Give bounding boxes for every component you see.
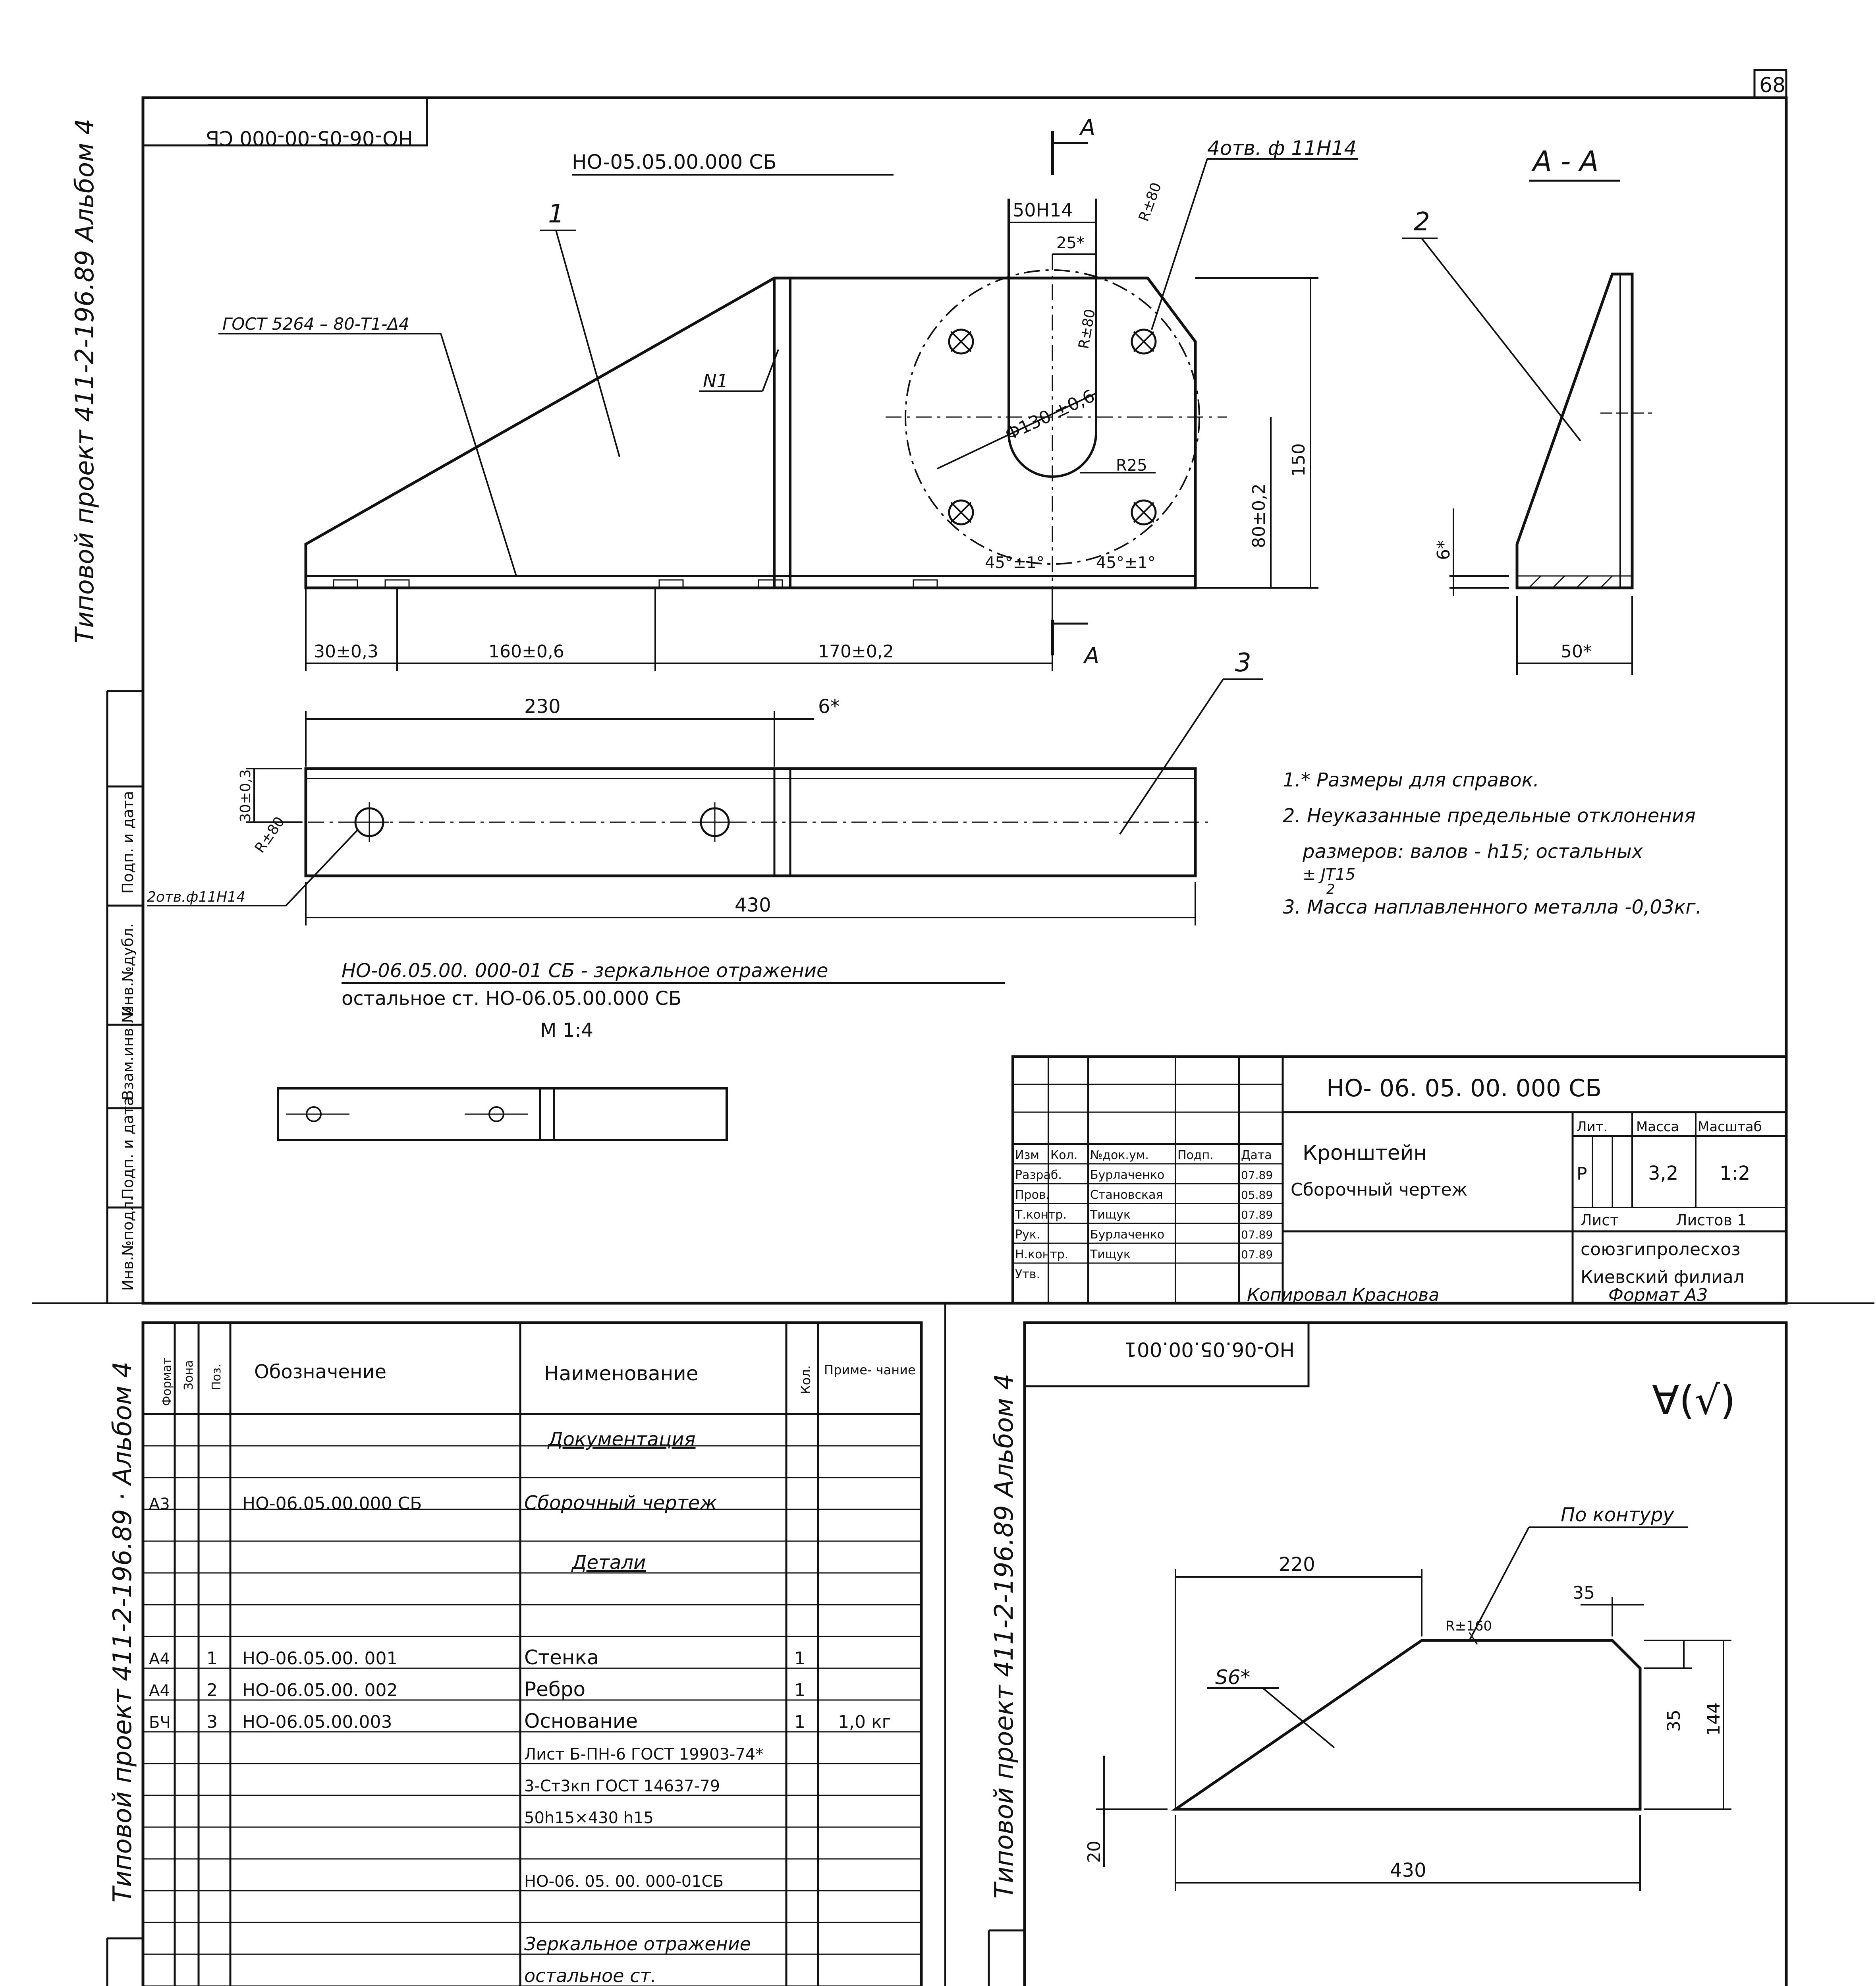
dim-80: 80±0,2 (1249, 483, 1269, 548)
tb-scale: 1:2 (1720, 1162, 1751, 1184)
row-qty: 1 (794, 1712, 805, 1732)
dim-220: 220 (1279, 1553, 1315, 1576)
tb-date: 07.89 (1241, 1248, 1273, 1261)
tb-date: 07.89 (1241, 1228, 1273, 1241)
strip-label: Инв.№подл. (119, 1196, 137, 1291)
project-stamp: Типовой проект 411-2-196.89 Альбом 4 (70, 118, 100, 643)
note-2c: ± JT15 (1303, 865, 1356, 884)
dim-r80: R±80 (1075, 307, 1099, 350)
position-1: 1 (548, 199, 564, 229)
row-format: А3 (149, 1495, 170, 1513)
thickness: S6* (1215, 1666, 1251, 1689)
scale-note: М 1:4 (540, 1019, 593, 1041)
row-name: НО-06. 05. 00. 000-01СБ (524, 1872, 724, 1891)
dim-50h14: 50Н14 (1013, 199, 1073, 221)
dim-30: 30±0,3 (314, 641, 378, 662)
tb-person: Становская (1090, 1188, 1163, 1202)
tb-mass-head: Масса (1636, 1119, 1679, 1135)
tb-role: Т.контр. (1015, 1208, 1067, 1222)
dim-430: 430 (735, 894, 771, 916)
tb-head: №док.ум. (1090, 1148, 1149, 1162)
position-2: 2 (1414, 207, 1430, 237)
row-name: 50h15×430 h15 (524, 1809, 654, 1827)
row-name: Стенка (524, 1646, 599, 1669)
corner-code: HO-06-05-00-000 СБ (206, 126, 413, 149)
tb-lit-head: Лит. (1577, 1119, 1608, 1135)
tb-name: Кронштейн (1303, 1141, 1427, 1165)
row-pos: 2 (207, 1680, 218, 1700)
dim-6: 6* (1434, 540, 1454, 560)
strip-label: Подп. и дата (119, 1097, 137, 1200)
row-format: БЧ (149, 1714, 171, 1732)
tb-date: 07.89 (1241, 1208, 1273, 1221)
row-qty: 1 (794, 1648, 805, 1669)
tb-person: Тищук (1090, 1248, 1131, 1262)
col-header: Кол. (798, 1365, 813, 1394)
col-header: Поз. (210, 1364, 224, 1390)
project-stamp: Типовой проект 411-2-196.89 Альбом 4 (990, 1374, 1019, 1899)
row-code: НО-06.05.00. 001 (242, 1648, 398, 1669)
tb-doc-code: НО- 06. 05. 00. 000 СБ (1326, 1074, 1602, 1102)
tb-lit: Р (1577, 1164, 1587, 1184)
tb-head: Подп. (1177, 1148, 1214, 1162)
dim-r160: R±160 (1446, 1618, 1492, 1634)
strip-label: Взам.инв.№ (119, 1007, 137, 1100)
col-header: Обозначение (254, 1361, 387, 1383)
tb-sheet: Лист (1581, 1211, 1619, 1229)
tb-role: Пров. (1015, 1188, 1050, 1202)
tb-head: Кол. (1050, 1148, 1078, 1162)
section-mark: А (1084, 643, 1100, 669)
tb-person: Бурлаченко (1090, 1168, 1165, 1182)
row-name: Ребро (524, 1678, 586, 1701)
holes-note: 4отв. ф 11Н14 (1207, 137, 1357, 160)
tb-name-2: Сборочный чертеж (1291, 1180, 1468, 1200)
project-stamp: Типовой проект 411-2-196.89 · Альбом 4 (108, 1361, 137, 1903)
tb-role: Рук. (1015, 1228, 1040, 1242)
strip-label: Подп. и дата (119, 791, 137, 894)
tb-org-2: Киевский филиал (1581, 1267, 1745, 1287)
tb-scale-head: Масштаб (1698, 1119, 1762, 1135)
dim-35b: 35 (1664, 1710, 1684, 1732)
page-number: 68 (1759, 73, 1786, 97)
tb-role: Разраб. (1015, 1168, 1062, 1182)
dim-phi130: Ф130 ±0,6 (1002, 386, 1098, 445)
note-2b: размеров: валов - h15; остальных (1303, 840, 1643, 863)
dim-r25: R25 (1116, 456, 1147, 475)
dim-35a: 35 (1573, 1583, 1595, 1603)
two-holes: 2отв.ф11Н14 (147, 889, 246, 905)
row-name: остальное ст. (524, 1965, 656, 1986)
n1-label: N1 (703, 370, 728, 392)
row-code: НО-06.05.00.003 (242, 1712, 392, 1732)
mirror-note-2: остальное ст. НО-06.05.00.000 СБ (342, 987, 682, 1010)
drawing-code: HO-05.05.00.000 СБ (572, 151, 777, 174)
row-name: Зеркальное отражение (524, 1933, 751, 1955)
dim-20: 20 (1084, 1841, 1104, 1863)
note-3: 3. Масса наплавленного металла -0,03кг. (1283, 896, 1702, 918)
strip-label: Инв.№дубл. (119, 923, 137, 1017)
note-1: 1.* Размеры для справок. (1283, 769, 1539, 791)
sheet-format: Формат А3 (1608, 1285, 1708, 1305)
dim-170: 170±0,2 (818, 641, 894, 662)
tb-date: 05.89 (1241, 1188, 1273, 1202)
dim-25: 25* (1056, 234, 1085, 252)
row-format: А4 (149, 1682, 170, 1700)
tb-head: Изм (1015, 1148, 1040, 1162)
row-code: НО-06.05.00.000 СБ (242, 1493, 422, 1514)
roughness-mark: ∀(√) (1652, 1377, 1736, 1424)
tb-head: Дата (1241, 1148, 1272, 1162)
dim-50: 50* (1561, 641, 1592, 662)
row-note: 1,0 кг (838, 1712, 891, 1732)
dim-45: 45°±1° (1096, 554, 1156, 572)
tb-person: Бурлаченко (1090, 1228, 1165, 1242)
dim-r80: R±80 (251, 813, 288, 856)
col-header: Приме- чание (824, 1362, 916, 1377)
corner-code: НО-06.05.00.001 (1124, 1338, 1295, 1361)
tb-sheets: Листов 1 (1676, 1211, 1747, 1229)
col-header: Зона (182, 1360, 196, 1390)
mirror-note: НО-06.05.00. 000-01 СБ - зеркальное отражение (342, 960, 828, 982)
dim-160: 160±0,6 (488, 641, 564, 662)
dim-150: 150 (1289, 443, 1309, 477)
tb-org: союзгипролесхоз (1581, 1239, 1741, 1260)
weld-gost: ГОСТ 5264 – 80-Т1-Δ4 (222, 314, 409, 334)
row-code: НО-06.05.00. 002 (242, 1680, 398, 1700)
note-2: 2. Неуказанные предельные отклонения (1283, 805, 1696, 827)
dim-230: 230 (524, 695, 561, 718)
row-name: Основание (524, 1710, 638, 1733)
copied-by: Копировал Краснова (1247, 1285, 1440, 1305)
tb-role: Утв. (1015, 1267, 1040, 1281)
row-name: Лист Б-ПН-6 ГОСТ 19903-74* (524, 1745, 764, 1764)
dim-430: 430 (1390, 1859, 1426, 1882)
dim-30b: 30±0,3 (237, 769, 254, 822)
row-name: Документация (548, 1428, 696, 1451)
row-pos: 3 (207, 1712, 218, 1732)
row-name: Детали (572, 1551, 646, 1574)
col-header: Наименование (544, 1362, 699, 1385)
tb-date: 07.89 (1241, 1169, 1273, 1182)
tb-mass: 3,2 (1648, 1162, 1679, 1184)
row-format: А4 (149, 1650, 170, 1668)
row-name: Сборочный чертеж (524, 1492, 717, 1514)
note-2d: 2 (1326, 881, 1335, 897)
section-title: А - А (1533, 145, 1599, 178)
dim-6-top: 6* (818, 695, 840, 718)
row-qty: 1 (794, 1680, 805, 1700)
col-header: Формат (160, 1358, 174, 1406)
dim-45: 45°±1° (985, 554, 1044, 572)
dim-r80: R±80 (1135, 180, 1165, 224)
dim-144: 144 (1704, 1702, 1724, 1736)
tb-role: Н.контр. (1015, 1248, 1069, 1262)
contour-note: По контуру (1561, 1504, 1674, 1526)
tb-person: Тищук (1090, 1208, 1131, 1222)
row-pos: 1 (207, 1648, 218, 1669)
section-mark: А (1080, 115, 1096, 141)
row-name: 3-Ст3кп ГОСТ 14637-79 (524, 1777, 720, 1795)
position-3: 3 (1235, 648, 1251, 678)
